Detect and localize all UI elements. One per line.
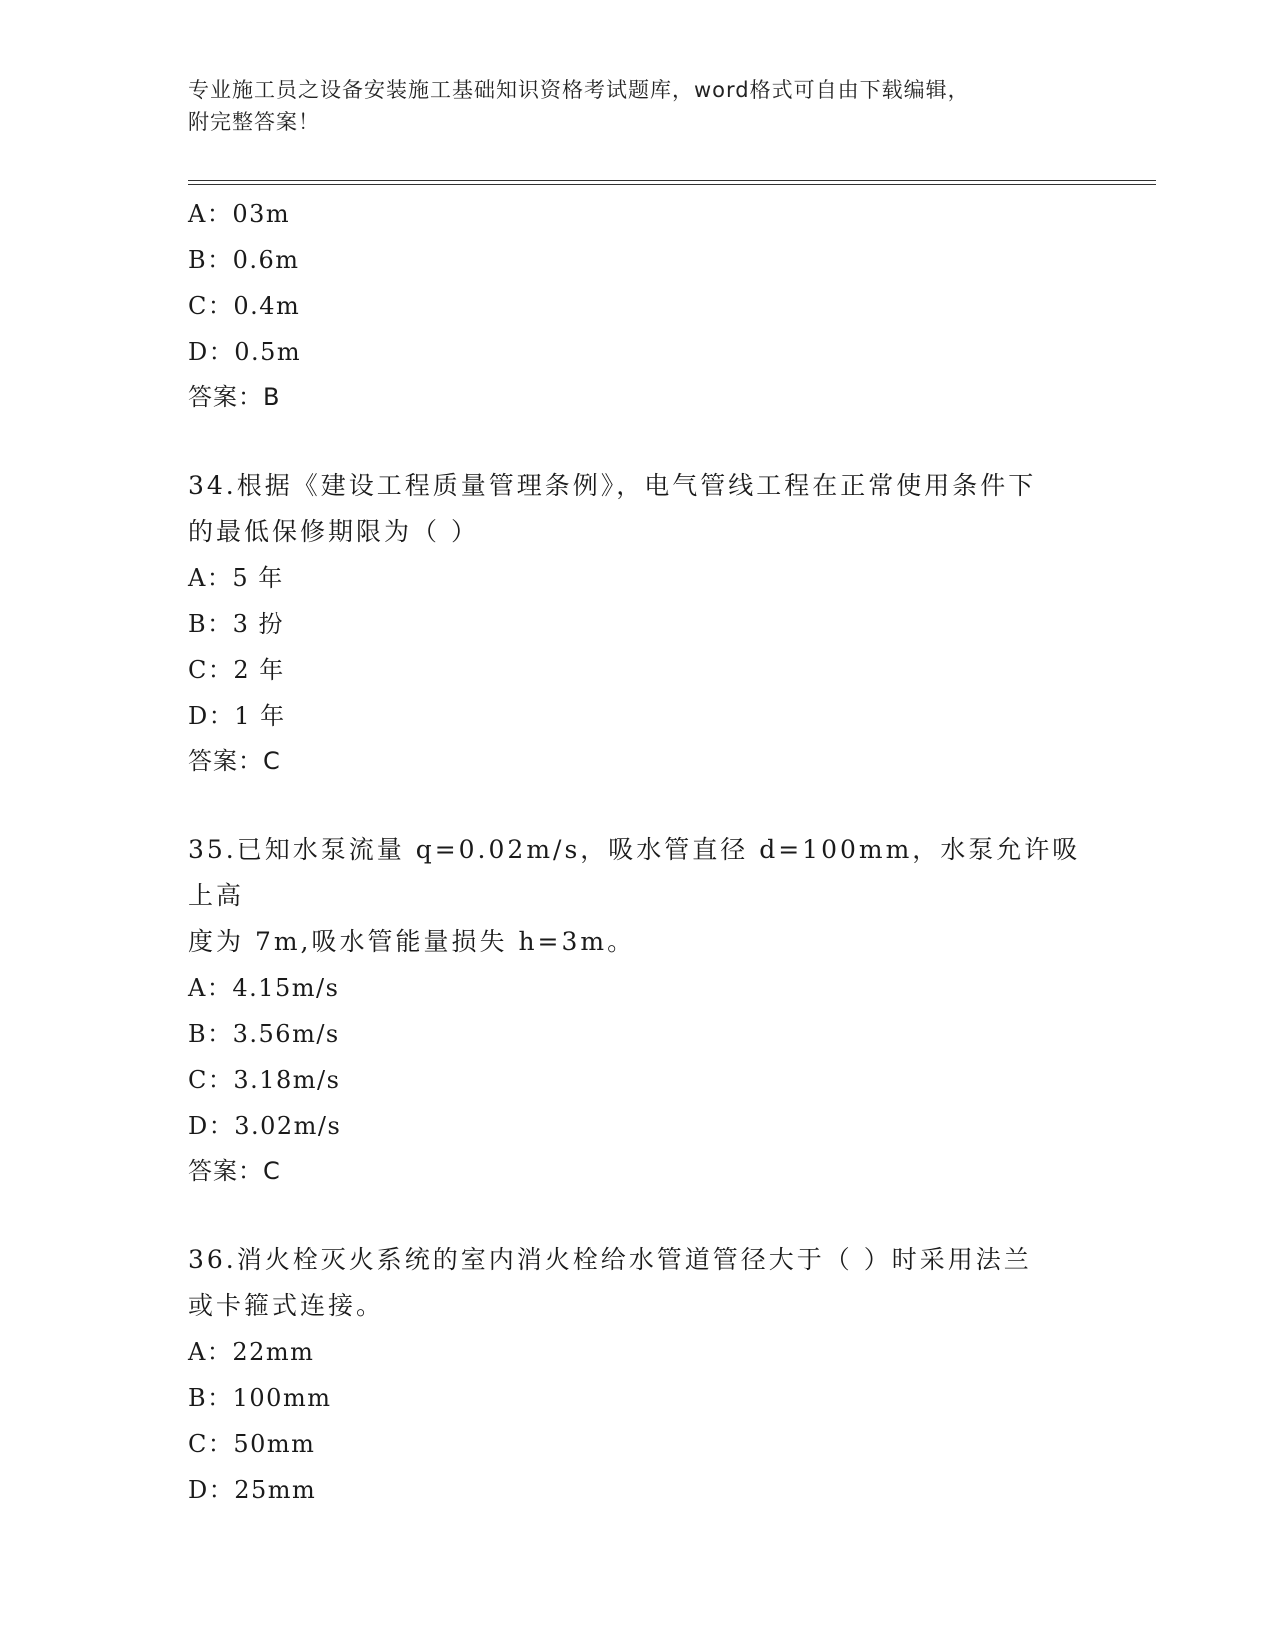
- question-block-34: [188, 463, 1088, 783]
- option-b: B：0.6m: [188, 246, 300, 274]
- question-block-35: [188, 827, 1088, 1193]
- option-d: D：0.5m: [188, 338, 302, 366]
- question-stem-line-2: 的最低保修期限为（ ）: [188, 517, 479, 546]
- question-block-36: [188, 1237, 1088, 1513]
- option-a: A：03m: [188, 200, 291, 228]
- option-c: C：50mm: [188, 1430, 316, 1458]
- header-title-line-1: 专业施工员之设备安装施工基础知识资格考试题库，word格式可自由下载编辑，: [188, 78, 970, 102]
- option-c: C：0.4m: [188, 292, 301, 320]
- option-a: A：22mm: [188, 1338, 315, 1366]
- answer-line: 答案：C: [188, 747, 281, 775]
- question-stem-line-1: 36.消火栓灭火系统的室内消火栓给水管道管径大于（ ）时采用法兰: [188, 1245, 1032, 1274]
- document-header: [188, 74, 1088, 138]
- option-a: A：5 年: [188, 564, 284, 592]
- option-a: A：4.15m/s: [188, 974, 340, 1002]
- answer-line: 答案：C: [188, 1157, 281, 1185]
- option-b: B：3.56m/s: [188, 1020, 340, 1048]
- option-d: D：3.02m/s: [188, 1112, 342, 1140]
- header-title-line-2: 附完整答案！: [188, 110, 320, 134]
- option-c: C：3.18m/s: [188, 1066, 341, 1094]
- question-stem-line-2: 或卡箍式连接。: [188, 1291, 385, 1320]
- answer-line: 答案：B: [188, 383, 281, 411]
- option-b: B：100mm: [188, 1384, 332, 1412]
- spacer: [188, 419, 1088, 463]
- question-stem-line-2: 度为 7m,吸水管能量损失 h=3m。: [188, 927, 636, 956]
- option-c: C：2 年: [188, 656, 285, 684]
- header-divider: [188, 180, 1156, 185]
- option-d: D：1 年: [188, 702, 286, 730]
- question-block-33: [188, 191, 1088, 419]
- question-content: [188, 191, 1088, 1513]
- question-stem-line-1: 35.已知水泵流量 q=0.02m/s，吸水管直径 d=100mm，水泵允许吸上高: [188, 835, 1081, 910]
- spacer: [188, 783, 1088, 827]
- question-stem-line-1: 34.根据《建设工程质量管理条例》，电气管线工程在正常使用条件下: [188, 471, 1037, 500]
- option-d: D：25mm: [188, 1476, 317, 1504]
- option-b: B：3 扮: [188, 610, 285, 638]
- spacer: [188, 1193, 1088, 1237]
